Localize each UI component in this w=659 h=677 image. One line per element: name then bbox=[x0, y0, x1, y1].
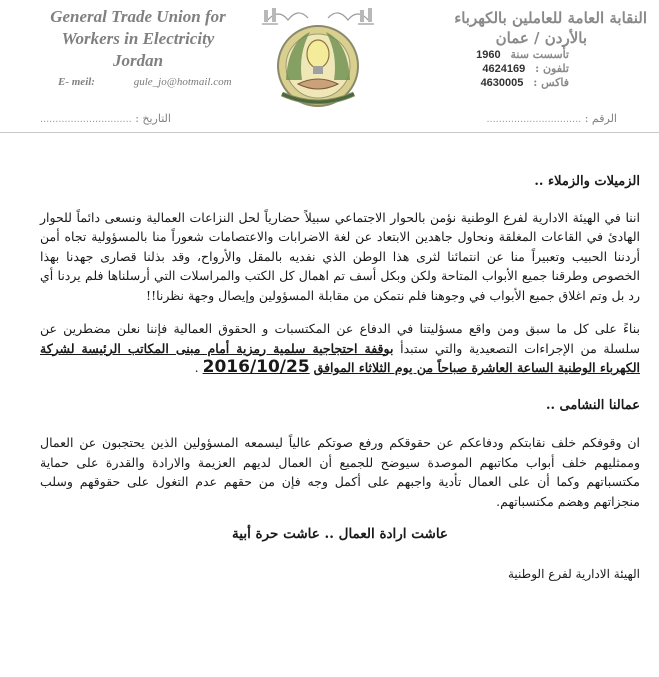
email-label: E- meil: bbox=[58, 76, 95, 88]
fax-label: فاكس : bbox=[533, 76, 569, 89]
date-field bbox=[40, 112, 171, 125]
reference-field bbox=[486, 112, 617, 125]
greeting-workers: عمالنا النشامى .. bbox=[545, 397, 640, 413]
greeting: الزميلات والزملاء .. bbox=[534, 174, 640, 189]
date-dots: .............................. bbox=[40, 113, 132, 125]
date-label: التاريخ : bbox=[135, 112, 171, 125]
union-logo-icon bbox=[258, 2, 378, 112]
letter-body bbox=[40, 172, 640, 584]
slogan: عاشت ارادة العمال .. عاشت حرة أبية bbox=[232, 526, 448, 542]
union-english-name bbox=[38, 6, 238, 72]
founded-label: تأسست سنة bbox=[510, 48, 569, 61]
reference-dots: ............................... bbox=[486, 113, 582, 125]
founded-year: 1960 bbox=[476, 49, 501, 61]
phone-line bbox=[407, 62, 569, 76]
signature: الهيئة الادارية لفرع الوطنية bbox=[508, 566, 640, 581]
fax-number: 4630005 bbox=[480, 77, 524, 89]
header-divider bbox=[0, 132, 659, 133]
fax-line bbox=[407, 76, 569, 90]
union-arabic-name bbox=[407, 8, 647, 90]
protest-details: بوقفة احتجاجية سلمية رمزية أمام مبنى المكاتب الرئيسة لشركة الكهرباء الوطنية الساعة العاشرة صباحاً من يوم الثلاثاء الموافق bbox=[40, 340, 640, 375]
phone-label: تلفون : bbox=[535, 62, 569, 75]
arabic-name-line: النقابة العامة للعاملين بالكهرباء bbox=[454, 9, 647, 27]
email-address: gule_jo@hotmail.com bbox=[133, 76, 232, 88]
english-name-line: Workers in Electricity bbox=[61, 29, 215, 48]
phone-number: 4624169 bbox=[482, 63, 526, 75]
english-name-line: General Trade Union for bbox=[50, 7, 226, 26]
email-line bbox=[58, 76, 232, 88]
arabic-name-line: بالأردن / عمان bbox=[495, 29, 587, 47]
reference-label: الرقم : bbox=[584, 112, 617, 125]
english-name-line: Jordan bbox=[112, 51, 164, 70]
paragraph-call: ان وقوفكم خلف نقابتكم ودفاعكم عن حقوقكم ورفع صوتكم عالياً ليسمعه المسؤولين الذين يحتجبون عن العمال وممثليهم خلف أبواب مكاتبهم الموصدة سيوضح للجميع أن العمال لديهم العزيمة والارادة والقدرة على حماية مكتسباتهم وكما أن على العمال تأدية واجبهم على أكمل وجه فإن من حقهم عدم التغول على حقوقهم وسلب منجزاتهم وهضم مكتسباتهم. bbox=[40, 435, 640, 509]
paragraph-announcement bbox=[40, 319, 640, 378]
founded-line bbox=[407, 48, 569, 62]
protest-date: 2016/10/25 bbox=[202, 357, 310, 377]
announcement-end: . bbox=[194, 360, 203, 375]
paragraph-intro: اننا في الهيئة الادارية لفرع الوطنية نؤمن بالحوار الاجتماعي سبيلاً حضارياً لحل النزاعات العمالية ونسعى دائماً للحوار الهادئ في القاعات المغلقة ونحاول جاهدين الابتعاد عن لغة الاضرابات والاعتصامات شعوراً منا بالمسؤولية تجاه أمن أردننا الحبيب وتعبيراً منا عن انتمائنا لثرى هذا الوطن الذي نفديه بالمقل والأرواح، وقد بذلنا قصارى جهدنا بهذا الخصوص وطرقنا جميع الأبواب المتاحة ولكن وبكل أسف تم اهمال كل الكتب والمراسلات التي أرسلناها فلم يردنا أي رد بل وتم اغلاق جميع الأبواب في وجوهنا فلم نتمكن من مقابلة المسؤولين وإيصال وجهة نظرنا!! bbox=[40, 209, 640, 303]
announcement-text: بناءً على كل ما سبق ومن واقع مسؤليتنا في الدفاع عن المكتسبات و الحقوق العمالية فإننا نعلن مضطرين عن سلسلة من الإجراءات التصعيدية والتي ستبدأ bbox=[40, 321, 641, 356]
